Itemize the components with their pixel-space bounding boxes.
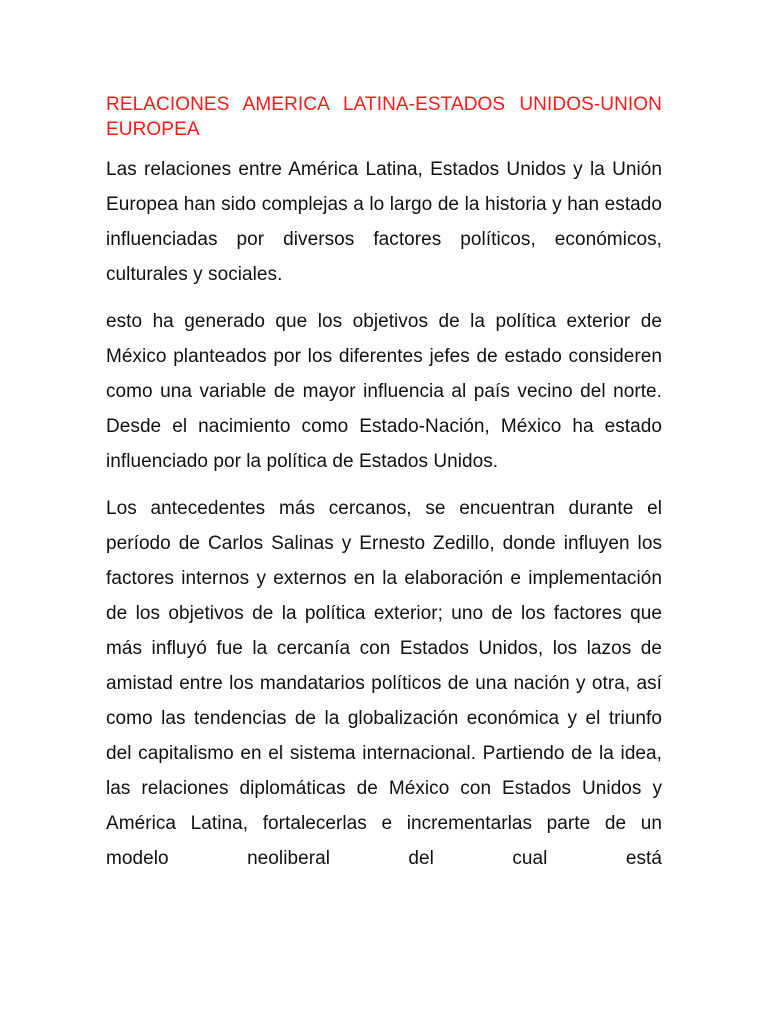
paragraph-mexico-policy: esto ha generado que los objetivos de la política exterior de México planteados por los diferentes jefes de estado consideren como una variable de mayor influencia al país vecino del norte. Desde el nacimiento como Estado-Nación, México ha estado influenciado por la política de Estados Unidos. [106, 311, 662, 472]
document-page [106, 92, 662, 888]
paragraph-antecedents: Los antecedentes más cercanos, se encuentran durante el período de Carlos Salinas y Ernesto Zedillo, donde influyen los factores internos y externos en la elaboración e implementación de los objetivos de la política exterior; uno de los factores que más influyó fue la cercanía con Estados Unidos, los lazos de amistad entre los mandatarios políticos de una nación y otra, así como las tendencias de la globalización económica y el triunfo del capitalismo en el sistema internacional. Partiendo de la idea, las relaciones diplomáticas de México con Estados Unidos y América Latina, fortalecerlas e incrementarlas parte de un modelo neoliberal del cual está [106, 498, 662, 869]
document-title: RELACIONES AMERICA LATINA-ESTADOS UNIDOS-UNION EUROPEA [106, 94, 662, 140]
paragraph-intro: Las relaciones entre América Latina, Estados Unidos y la Unión Europea han sido complejas a lo largo de la historia y han estado influenciadas por diversos factores políticos, económicos, culturales y sociales. [106, 159, 662, 285]
